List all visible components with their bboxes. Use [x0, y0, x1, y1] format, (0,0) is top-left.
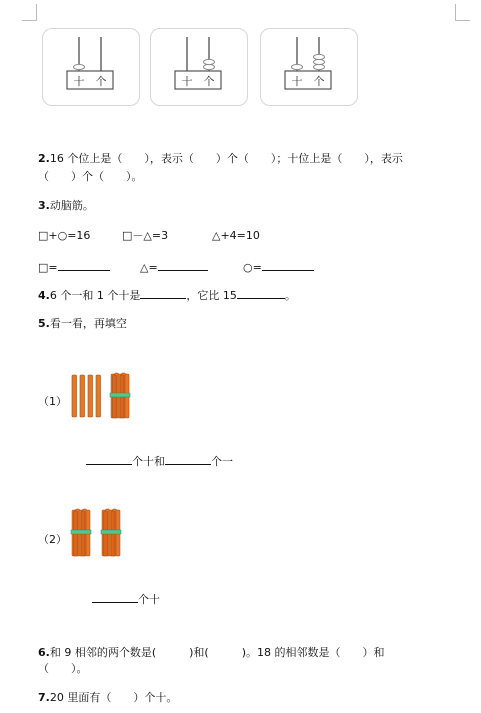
answer-circle-blank[interactable] [262, 259, 314, 271]
tens-bead [292, 64, 303, 69]
stick-bundle [101, 509, 121, 556]
sticks-picture-1 [70, 372, 134, 420]
question-4-text-b: ，它比 15 [186, 289, 237, 302]
question-7 [38, 691, 177, 705]
corner-mark-left [36, 4, 37, 20]
question-2-line-2: （ ）个（ ）。 [38, 170, 143, 183]
single-stick [72, 375, 101, 417]
part-1-label: （1） [38, 395, 67, 408]
stick-bundle [71, 509, 91, 556]
ones-bead [314, 64, 325, 69]
question-4-text-c: 。 [284, 289, 296, 302]
part-1-answer [86, 453, 233, 469]
stick-bundle [110, 373, 130, 418]
question-2 [38, 152, 403, 166]
part-1-blank-tens[interactable] [86, 453, 132, 465]
question-number: 5. [38, 317, 50, 330]
ones-bead [314, 54, 325, 59]
equation-2: □－△=3 [122, 229, 169, 242]
abacus-card [150, 28, 248, 106]
answer-circle [243, 259, 314, 275]
ones-label: 个 [313, 75, 325, 88]
answer-square-label: □= [38, 261, 58, 274]
sticks-picture-2 [70, 508, 130, 558]
corner-mark-left-h [22, 20, 37, 21]
answer-square [38, 259, 110, 275]
ones-bead [204, 64, 215, 69]
answer-triangle-label: △= [140, 261, 158, 274]
question-6-cont [38, 662, 88, 676]
answer-triangle-blank[interactable] [158, 259, 208, 271]
question-number: 6. [38, 646, 50, 659]
abacus-drawing [43, 29, 139, 105]
part-1-text-b: 个一 [211, 455, 233, 468]
question-3 [38, 199, 94, 213]
question-4-blank-2[interactable] [237, 287, 285, 299]
ones-label: 个 [95, 75, 107, 88]
question-5-title: 看一看，再填空 [49, 317, 127, 330]
answer-square-blank[interactable] [58, 259, 110, 271]
part-1-text-a: 个十和 [132, 455, 165, 468]
tens-label: 十 [291, 75, 303, 88]
part-2-label: （2） [38, 533, 67, 546]
equation-3: △+4=10 [212, 229, 260, 242]
question-6-line-1: 和 9 相邻的两个数是( )和( )。18 的相邻数是（ ）和 [49, 646, 385, 659]
part-2-answer [92, 591, 160, 607]
question-4-text-a: 6 个一和 1 个十是 [49, 289, 141, 302]
corner-mark-right-h [455, 20, 470, 21]
question-number: 3. [38, 199, 50, 212]
answer-circle-label: ○= [243, 261, 262, 274]
question-5 [38, 317, 127, 331]
question-6-line-2: （ ）。 [38, 662, 88, 675]
abacus-drawing [151, 29, 247, 105]
question-4-blank-1[interactable] [140, 287, 186, 299]
question-3-title: 动脑筋。 [49, 199, 94, 212]
tens-bead [74, 64, 85, 69]
part-2-text: 个十 [138, 593, 160, 606]
corner-mark-right [455, 4, 456, 20]
ones-bead [204, 59, 215, 64]
abacus-drawing [261, 29, 357, 105]
part-2-blank-tens[interactable] [92, 591, 138, 603]
tens-label: 十 [181, 75, 193, 88]
question-4 [38, 287, 296, 303]
question-number: 2. [38, 152, 50, 165]
abacus-card [42, 28, 140, 106]
ones-bead [314, 59, 325, 64]
question-7-text: 20 里面有（ ）个十。 [49, 691, 178, 704]
tens-label: 十 [73, 75, 85, 88]
abacus-card [260, 28, 358, 106]
equation-1: □+○=16 [38, 229, 91, 242]
part-1-blank-ones[interactable] [165, 453, 211, 465]
question-number: 7. [38, 691, 50, 704]
question-6 [38, 646, 385, 660]
ones-label: 个 [203, 75, 215, 88]
question-2-line-1: 16 个位上是（ ），表示（ ）个（ ）；十位上是（ ），表示 [49, 152, 403, 165]
question-number: 4. [38, 289, 50, 302]
answer-triangle [140, 259, 208, 275]
question-2-cont [38, 170, 143, 184]
